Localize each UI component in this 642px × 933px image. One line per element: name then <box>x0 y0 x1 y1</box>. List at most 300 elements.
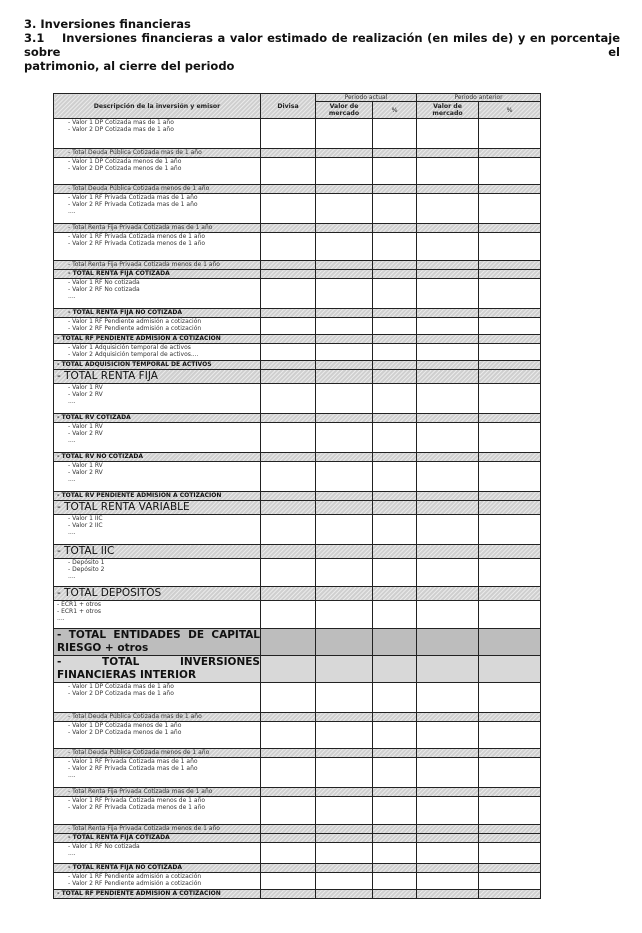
valor-mercado-actual-header: Valor de mercado <box>316 102 373 119</box>
table-row <box>54 825 541 834</box>
cell-pct-actual <box>373 492 417 501</box>
table-row <box>54 843 541 864</box>
table-row <box>54 834 541 843</box>
cell-valor-anterior <box>417 683 479 713</box>
row-description <box>54 423 261 453</box>
row-description: - Total Deuda Pública Cotizada mas de 1 año <box>54 713 261 722</box>
row-line: .... <box>68 398 76 406</box>
cell-valor-anterior <box>417 515 479 545</box>
cell-valor-anterior <box>417 825 479 834</box>
cell-valor-anterior <box>417 462 479 492</box>
table-row <box>54 414 541 423</box>
cell-valor-actual <box>316 279 373 309</box>
row-description: - TOTAL RENTA VARIABLE <box>54 501 261 515</box>
cell-pct-actual <box>373 119 417 149</box>
cell-divisa <box>261 656 316 683</box>
cell-valor-anterior <box>417 279 479 309</box>
table-row <box>54 462 541 492</box>
cell-pct-actual <box>373 629 417 656</box>
cell-valor-actual <box>316 309 373 318</box>
table-row <box>54 629 541 656</box>
table-row <box>54 309 541 318</box>
cell-divisa <box>261 361 316 370</box>
cell-valor-anterior <box>417 749 479 758</box>
table-row <box>54 344 541 361</box>
table-row <box>54 587 541 601</box>
cell-valor-actual <box>316 834 373 843</box>
cell-pct-anterior <box>479 788 541 797</box>
row-description <box>54 722 261 749</box>
cell-divisa <box>261 629 316 656</box>
cell-valor-anterior <box>417 545 479 559</box>
cell-pct-anterior <box>479 158 541 185</box>
cell-valor-actual <box>316 335 373 344</box>
cell-pct-actual <box>373 318 417 335</box>
table-row <box>54 749 541 758</box>
cell-valor-actual <box>316 318 373 335</box>
cell-pct-anterior <box>479 279 541 309</box>
row-line: - Valor 2 IIC <box>68 522 103 530</box>
cell-divisa <box>261 545 316 559</box>
table-row <box>54 559 541 587</box>
row-line: - Valor 2 RV <box>68 469 103 477</box>
row-line: - Valor 2 DP Cotizada menos de 1 año <box>68 729 182 737</box>
cell-valor-anterior <box>417 119 479 149</box>
cell-pct-actual <box>373 384 417 414</box>
row-line: - Valor 1 RV <box>68 384 103 391</box>
table-row <box>54 864 541 873</box>
cell-pct-actual <box>373 722 417 749</box>
cell-pct-anterior <box>479 270 541 279</box>
row-description: - TOTAL DEPÓSITOS <box>54 587 261 601</box>
cell-pct-anterior <box>479 722 541 749</box>
cell-pct-anterior <box>479 683 541 713</box>
cell-pct-actual <box>373 873 417 890</box>
cell-pct-actual <box>373 149 417 158</box>
section-title: 3. Inversiones financieras <box>24 17 191 31</box>
cell-pct-anterior <box>479 890 541 899</box>
cell-valor-actual <box>316 423 373 453</box>
table-row <box>54 501 541 515</box>
cell-pct-actual <box>373 370 417 384</box>
cell-divisa <box>261 224 316 233</box>
row-line: - Valor 1 DP Cotizada menos de 1 año <box>68 158 182 165</box>
cell-divisa <box>261 261 316 270</box>
row-line: - Valor 1 IIC <box>68 515 103 522</box>
table-row <box>54 318 541 335</box>
cell-valor-anterior <box>417 788 479 797</box>
row-description: - Total Renta Fija Privada Cotizada mas de 1 año <box>54 224 261 233</box>
row-description: - TOTAL RV COTIZADA <box>54 414 261 423</box>
row-description: - TOTAL RENTA FIJA <box>54 370 261 384</box>
row-line: - Valor 2 DP Cotizada mas de 1 año <box>68 690 174 698</box>
row-line: - Valor 1 RF Privada Cotizada mas de 1 año <box>68 194 198 201</box>
row-line: .... <box>68 293 76 301</box>
cell-pct-anterior <box>479 515 541 545</box>
cell-divisa <box>261 423 316 453</box>
cell-divisa <box>261 873 316 890</box>
cell-valor-actual <box>316 749 373 758</box>
cell-divisa <box>261 587 316 601</box>
table-row <box>54 279 541 309</box>
row-line: - Valor 2 RV <box>68 430 103 438</box>
cell-valor-actual <box>316 683 373 713</box>
cell-pct-anterior <box>479 149 541 158</box>
table-row <box>54 601 541 629</box>
table-row <box>54 185 541 194</box>
cell-valor-anterior <box>417 149 479 158</box>
table-row <box>54 119 541 149</box>
cell-valor-actual <box>316 185 373 194</box>
cell-valor-actual <box>316 149 373 158</box>
row-line: - Valor 2 RF Pendiente admisión a cotización <box>68 325 202 333</box>
cell-valor-actual <box>316 501 373 515</box>
cell-pct-anterior <box>479 797 541 825</box>
table-row <box>54 758 541 788</box>
cell-divisa <box>261 834 316 843</box>
row-line: - Valor 1 RF No cotizada <box>68 843 140 850</box>
subsection-title-cont: patrimonio, al cierre del periodo <box>24 59 235 73</box>
row-line: .... <box>68 573 76 581</box>
cell-valor-anterior <box>417 713 479 722</box>
row-description <box>54 601 261 629</box>
cell-valor-actual <box>316 656 373 683</box>
row-description <box>54 384 261 414</box>
row-description <box>54 515 261 545</box>
cell-pct-actual <box>373 559 417 587</box>
cell-valor-actual <box>316 361 373 370</box>
cell-valor-actual <box>316 414 373 423</box>
cell-valor-actual <box>316 843 373 864</box>
cell-valor-anterior <box>417 890 479 899</box>
row-description <box>54 119 261 149</box>
cell-divisa <box>261 370 316 384</box>
row-line: - Valor 1 RF Pendiente admisión a cotización <box>68 873 202 880</box>
table-row <box>54 492 541 501</box>
cell-valor-actual <box>316 545 373 559</box>
row-description: - TOTAL RF PENDIENTE ADMISION A COTIZACION <box>54 890 261 899</box>
cell-pct-anterior <box>479 423 541 453</box>
row-description: - TOTAL RENTA FIJA NO COTIZADA <box>54 309 261 318</box>
row-description: - TOTAL RF PENDIENTE ADMISION A COTIZACION <box>54 335 261 344</box>
row-line: - Valor 2 RV <box>68 391 103 399</box>
cell-valor-actual <box>316 462 373 492</box>
row-line: - Valor 2 RF No cotizada <box>68 286 140 294</box>
table-row <box>54 713 541 722</box>
row-line: .... <box>68 529 76 537</box>
cell-pct-anterior <box>479 414 541 423</box>
row-line: .... <box>68 850 76 858</box>
table-row <box>54 158 541 185</box>
cell-pct-actual <box>373 683 417 713</box>
table-row <box>54 335 541 344</box>
row-description <box>54 279 261 309</box>
row-description: - TOTAL INVERSIONES FINANCIERAS INTERIOR <box>54 656 261 683</box>
cell-valor-anterior <box>417 559 479 587</box>
row-line: - Depósito 1 <box>68 559 105 566</box>
table-row <box>54 683 541 713</box>
cell-divisa <box>261 462 316 492</box>
cell-divisa <box>261 270 316 279</box>
table-row <box>54 453 541 462</box>
cell-valor-anterior <box>417 656 479 683</box>
cell-divisa <box>261 825 316 834</box>
cell-divisa <box>261 515 316 545</box>
cell-divisa <box>261 194 316 224</box>
row-line: - Valor 2 RF Pendiente admisión a cotización <box>68 880 202 888</box>
row-description <box>54 158 261 185</box>
cell-pct-anterior <box>479 843 541 864</box>
cell-pct-actual <box>373 501 417 515</box>
row-description: - TOTAL RENTA FIJA NO COTIZADA <box>54 864 261 873</box>
cell-pct-anterior <box>479 873 541 890</box>
cell-valor-actual <box>316 873 373 890</box>
pct-actual-header: % <box>373 102 417 119</box>
cell-valor-anterior <box>417 318 479 335</box>
cell-valor-actual <box>316 194 373 224</box>
table-row <box>54 545 541 559</box>
table-row <box>54 194 541 224</box>
periodo-actual-header: Periodo actual <box>316 94 417 102</box>
cell-pct-anterior <box>479 559 541 587</box>
row-description <box>54 683 261 713</box>
cell-divisa <box>261 384 316 414</box>
table-row <box>54 233 541 261</box>
cell-valor-anterior <box>417 758 479 788</box>
row-description <box>54 194 261 224</box>
cell-valor-anterior <box>417 492 479 501</box>
cell-valor-anterior <box>417 629 479 656</box>
cell-valor-actual <box>316 158 373 185</box>
cell-valor-actual <box>316 890 373 899</box>
cell-valor-anterior <box>417 335 479 344</box>
periodo-anterior-header: Periodo anterior <box>417 94 541 102</box>
cell-valor-anterior <box>417 344 479 361</box>
cell-pct-anterior <box>479 545 541 559</box>
cell-divisa <box>261 414 316 423</box>
row-description <box>54 873 261 890</box>
row-line: - Valor 2 DP Cotizada mas de 1 año <box>68 126 174 134</box>
cell-divisa <box>261 788 316 797</box>
cell-valor-actual <box>316 384 373 414</box>
table-row <box>54 370 541 384</box>
cell-pct-anterior <box>479 825 541 834</box>
cell-pct-anterior <box>479 119 541 149</box>
row-description <box>54 843 261 864</box>
cell-pct-anterior <box>479 834 541 843</box>
row-description <box>54 318 261 335</box>
cell-divisa <box>261 713 316 722</box>
row-line: - Valor 1 RV <box>68 423 103 430</box>
cell-pct-actual <box>373 758 417 788</box>
cell-pct-anterior <box>479 587 541 601</box>
cell-valor-anterior <box>417 270 479 279</box>
cell-pct-actual <box>373 423 417 453</box>
row-description: - TOTAL RV PENDIENTE ADMISIÓN A COTIZACIÓN <box>54 492 261 501</box>
cell-pct-actual <box>373 864 417 873</box>
cell-pct-actual <box>373 194 417 224</box>
row-description: - Total Renta Fija Privada Cotizada menos de 1 año <box>54 825 261 834</box>
cell-valor-actual <box>316 587 373 601</box>
cell-divisa <box>261 149 316 158</box>
cell-valor-actual <box>316 270 373 279</box>
cell-valor-anterior <box>417 864 479 873</box>
cell-pct-actual <box>373 797 417 825</box>
row-line: - Valor 1 Adquisición temporal de activos <box>68 344 191 351</box>
cell-pct-actual <box>373 601 417 629</box>
row-description <box>54 462 261 492</box>
table-row <box>54 270 541 279</box>
row-line: - Valor 2 RF Privada Cotizada menos de 1 año <box>68 240 206 248</box>
cell-pct-actual <box>373 335 417 344</box>
row-description <box>54 559 261 587</box>
document-heading <box>24 17 620 73</box>
row-line: - Depósito 2 <box>68 566 105 574</box>
cell-divisa <box>261 453 316 462</box>
cell-divisa <box>261 864 316 873</box>
row-description <box>54 758 261 788</box>
cell-valor-actual <box>316 758 373 788</box>
cell-divisa <box>261 722 316 749</box>
cell-divisa <box>261 233 316 261</box>
col-divisa-header: Divisa <box>261 94 316 119</box>
cell-divisa <box>261 119 316 149</box>
row-line: - ECR1 + otros <box>57 608 102 616</box>
cell-valor-anterior <box>417 722 479 749</box>
row-line: .... <box>68 772 76 780</box>
row-line: - Valor 1 RF Privada Cotizada menos de 1 año <box>68 797 206 804</box>
row-line: - Valor 1 RF Pendiente admisión a cotización <box>68 318 202 325</box>
cell-pct-actual <box>373 515 417 545</box>
cell-pct-anterior <box>479 758 541 788</box>
cell-pct-anterior <box>479 344 541 361</box>
row-line: - Valor 2 DP Cotizada menos de 1 año <box>68 165 182 173</box>
cell-pct-anterior <box>479 453 541 462</box>
cell-pct-actual <box>373 279 417 309</box>
row-description: - TOTAL ENTIDADES DE CAPITAL RIESGO + otros <box>54 629 261 656</box>
cell-valor-anterior <box>417 501 479 515</box>
cell-pct-anterior <box>479 384 541 414</box>
cell-valor-actual <box>316 370 373 384</box>
cell-valor-anterior <box>417 261 479 270</box>
cell-valor-anterior <box>417 158 479 185</box>
cell-valor-actual <box>316 797 373 825</box>
row-line: .... <box>57 615 65 623</box>
cell-valor-actual <box>316 344 373 361</box>
cell-valor-anterior <box>417 361 479 370</box>
table-row <box>54 788 541 797</box>
row-description: - Total Deuda Pública Cotizada menos de 1 año <box>54 749 261 758</box>
cell-pct-actual <box>373 261 417 270</box>
cell-valor-actual <box>316 713 373 722</box>
cell-pct-actual <box>373 843 417 864</box>
row-line: - Valor 1 RF Privada Cotizada menos de 1 año <box>68 233 206 240</box>
table-body <box>54 119 541 899</box>
cell-pct-anterior <box>479 462 541 492</box>
cell-pct-actual <box>373 453 417 462</box>
cell-divisa <box>261 185 316 194</box>
cell-divisa <box>261 683 316 713</box>
cell-pct-actual <box>373 158 417 185</box>
cell-valor-actual <box>316 233 373 261</box>
row-description: - TOTAL RENTA FIJA COTIZADA <box>54 834 261 843</box>
cell-pct-actual <box>373 270 417 279</box>
cell-divisa <box>261 335 316 344</box>
table-row <box>54 224 541 233</box>
subsection-title <box>24 31 620 59</box>
cell-pct-actual <box>373 587 417 601</box>
cell-divisa <box>261 344 316 361</box>
cell-valor-anterior <box>417 453 479 462</box>
cell-pct-actual <box>373 656 417 683</box>
cell-valor-anterior <box>417 414 479 423</box>
cell-pct-actual <box>373 788 417 797</box>
cell-divisa <box>261 158 316 185</box>
cell-pct-actual <box>373 825 417 834</box>
cell-valor-anterior <box>417 233 479 261</box>
cell-valor-anterior <box>417 873 479 890</box>
cell-pct-actual <box>373 344 417 361</box>
cell-valor-actual <box>316 629 373 656</box>
row-line: .... <box>68 208 76 216</box>
cell-pct-anterior <box>479 261 541 270</box>
cell-pct-actual <box>373 462 417 492</box>
cell-valor-actual <box>316 515 373 545</box>
cell-pct-anterior <box>479 194 541 224</box>
row-description: - Total Renta Fija Privada Cotizada menos de 1 año <box>54 261 261 270</box>
cell-pct-anterior <box>479 233 541 261</box>
row-line: - Valor 2 RF Privada Cotizada mas de 1 año <box>68 201 198 209</box>
cell-valor-anterior <box>417 194 479 224</box>
row-line: - ECR1 + otros <box>57 601 102 608</box>
cell-valor-actual <box>316 224 373 233</box>
cell-valor-anterior <box>417 423 479 453</box>
cell-valor-actual <box>316 722 373 749</box>
row-description: - Total Deuda Pública Cotizada menos de 1 año <box>54 185 261 194</box>
table-row <box>54 384 541 414</box>
col-desc-header: Descripción de la inversión y emisor <box>54 94 261 119</box>
table-row <box>54 515 541 545</box>
cell-pct-actual <box>373 834 417 843</box>
cell-pct-actual <box>373 713 417 722</box>
row-line: - Valor 1 RF No cotizada <box>68 279 140 286</box>
cell-valor-anterior <box>417 224 479 233</box>
cell-valor-anterior <box>417 601 479 629</box>
cell-pct-anterior <box>479 864 541 873</box>
row-line: - Valor 1 RV <box>68 462 103 469</box>
cell-pct-anterior <box>479 749 541 758</box>
row-line: - Valor 1 DP Cotizada mas de 1 año <box>68 119 174 126</box>
cell-pct-anterior <box>479 318 541 335</box>
cell-valor-actual <box>316 825 373 834</box>
cell-valor-anterior <box>417 587 479 601</box>
cell-valor-actual <box>316 864 373 873</box>
cell-pct-anterior <box>479 601 541 629</box>
cell-pct-actual <box>373 749 417 758</box>
row-description: - TOTAL RENTA FIJA COTIZADA <box>54 270 261 279</box>
cell-pct-actual <box>373 890 417 899</box>
cell-pct-anterior <box>479 361 541 370</box>
cell-pct-anterior <box>479 629 541 656</box>
row-description <box>54 797 261 825</box>
row-line: - Valor 1 DP Cotizada mas de 1 año <box>68 683 174 690</box>
cell-pct-anterior <box>479 335 541 344</box>
row-line: - Valor 1 RF Privada Cotizada mas de 1 año <box>68 758 198 765</box>
row-description <box>54 233 261 261</box>
cell-pct-anterior <box>479 656 541 683</box>
cell-pct-actual <box>373 414 417 423</box>
row-description: - TOTAL ADQUISICIÓN TEMPORAL DE ACTIVOS <box>54 361 261 370</box>
